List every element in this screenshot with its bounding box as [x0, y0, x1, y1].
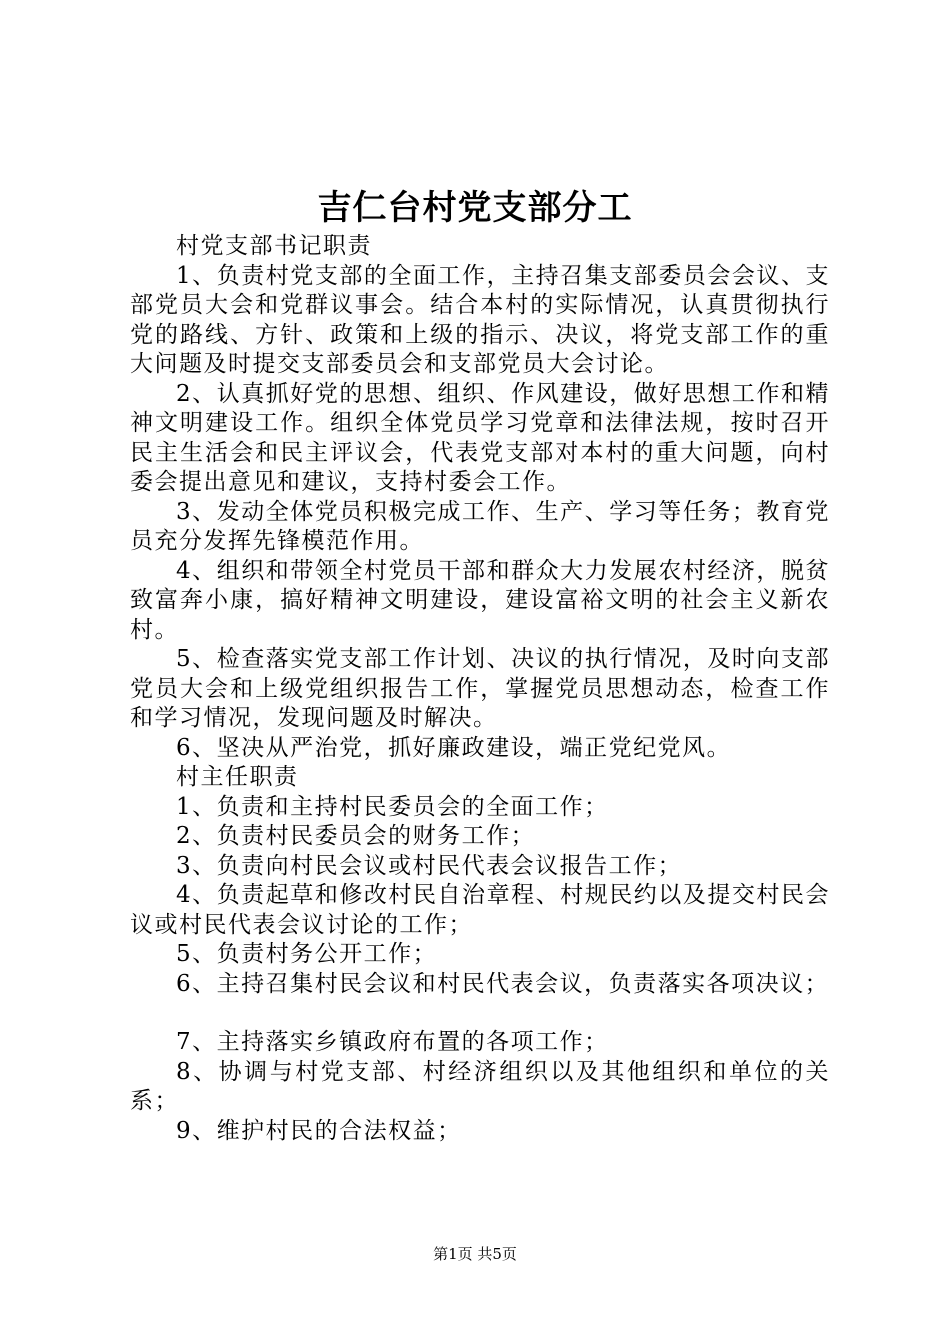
page-footer: [0, 1242, 950, 1266]
paragraph: 5、负责村务公开工作；: [176, 941, 438, 967]
section-heading-secretary: 村党支部书记职责: [176, 233, 372, 259]
paragraph: 7、主持落实乡镇政府布置的各项工作；: [176, 1029, 609, 1055]
section-heading-director: 村主任职责: [176, 764, 299, 790]
paragraph: 5、检查落实党支部工作计划、决议的执行情况，及时向支部党员大会和上级党组织报告工作，掌握党员思想动态，检查工作和学习情况，发现问题及时解决。: [130, 646, 830, 731]
paragraph: 8、协调与村党支部、村经济组织以及其他组织和单位的关系；: [130, 1058, 830, 1114]
paragraph: 6、坚决从严治党，抓好廉政建设，端正党纪党风。: [176, 734, 732, 761]
paragraph: 2、负责村民委员会的财务工作；: [176, 823, 536, 849]
paragraph: 2、认真抓好党的思想、组织、作风建设，做好思想工作和精神文明建设工作。组织全体党员学习党章和法律法规，按时召开民主生活会和民主评议会，代表党支部对本村的重大问题，向村委会提出意见和建议，支持村委会工作。: [130, 380, 830, 495]
paragraph: 3、负责向村民会议或村民代表会议报告工作；: [176, 852, 683, 879]
paragraph: 1、负责村党支部的全面工作，主持召集支部委员会会议、支部党员大会和党群议事会。结合本村的实际情况，认真贯彻执行党的路线、方针、政策和上级的指示、决议，将党支部工作的重大问题及时提交支部委员会和支部党员大会讨论。: [130, 262, 830, 377]
paragraph: 6、主持召集村民会议和村民代表会议，负责落实各项决议；: [176, 970, 830, 997]
document-title: 吉仁台村党支部分工: [317, 188, 633, 228]
blank-line: [130, 999, 830, 1028]
page-number: 第1页 共5页: [433, 1245, 517, 1263]
paragraph: 9、维护村民的合法权益；: [176, 1117, 462, 1144]
paragraph: 3、发动全体党员积极完成工作、生产、学习等任务；教育党员充分发挥先锋模范作用。: [130, 498, 830, 554]
paragraph: 4、负责起草和修改村民自治章程、村规民约以及提交村民会议或村民代表会议讨论的工作；: [130, 882, 830, 938]
paragraph: 4、组织和带领全村党员干部和群众大力发展农村经济，脱贫致富奔小康，搞好精神文明建设，建设富裕文明的社会主义新农村。: [130, 557, 830, 643]
paragraph: 1、负责和主持村民委员会的全面工作；: [176, 793, 609, 820]
document-body: [130, 232, 830, 1146]
